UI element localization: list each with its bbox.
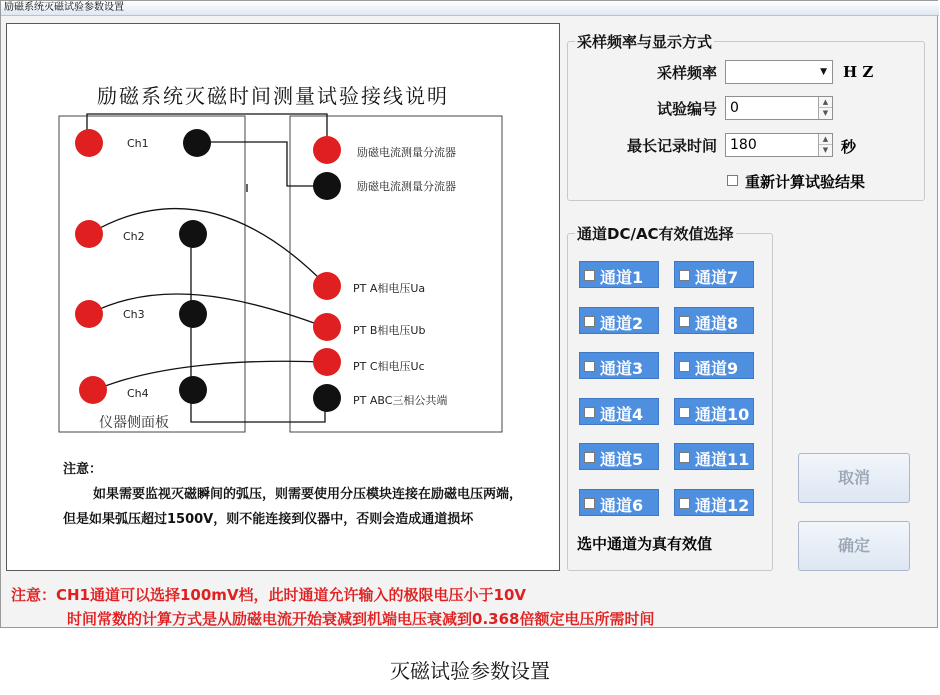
channel-5-toggle[interactable]: 通道5 — [579, 443, 659, 470]
ch3-label: Ch3 — [123, 308, 145, 321]
channel-10-checkbox[interactable] — [679, 407, 690, 418]
channel-2-toggle[interactable]: 通道2 — [579, 307, 659, 334]
channel-1-toggle[interactable]: 通道1 — [579, 261, 659, 288]
max-record-time-stepper[interactable] — [725, 133, 833, 157]
ch4-red-terminal — [79, 376, 107, 404]
ch1-black-terminal — [183, 129, 211, 157]
channel-9-checkbox[interactable] — [679, 361, 690, 372]
channel-3-checkbox[interactable] — [584, 361, 595, 372]
channel-7-toggle[interactable]: 通道7 — [674, 261, 754, 288]
channel-4-checkbox[interactable] — [584, 407, 595, 418]
test-number-spin[interactable] — [818, 97, 832, 119]
wire-ch2 — [89, 209, 327, 286]
chevron-down-icon: ▼ — [820, 67, 827, 77]
sampling-freq-label: 采样频率 — [656, 64, 717, 82]
ch3-black-terminal — [179, 300, 207, 328]
channel-6-toggle[interactable]: 通道6 — [579, 489, 659, 516]
ch2-red-terminal — [75, 220, 103, 248]
channel-6-checkbox[interactable] — [584, 498, 595, 509]
channel-11-toggle[interactable]: 通道11 — [674, 443, 754, 470]
terminal-label-pt-b: PT B相电压Ub — [353, 324, 426, 337]
diagram-title: 励磁系统灭磁时间测量试验接线说明 — [97, 84, 449, 108]
max-record-time-label: 最长记录时间 — [626, 137, 717, 155]
test-number-stepper[interactable] — [725, 96, 833, 120]
max-record-time-spin[interactable] — [818, 134, 832, 156]
ch4-label: Ch4 — [127, 387, 149, 400]
terminal-label-shunt-1: 励磁电流测量分流器 — [357, 146, 456, 159]
test-number-label: 试验编号 — [656, 100, 717, 118]
spin-down-icon[interactable]: ▼ — [822, 146, 829, 154]
channel-5-checkbox[interactable] — [584, 452, 595, 463]
channel-footer-note: 选中通道为真有效值 — [577, 535, 713, 553]
diagram-note-body: 如果需要监视灭磁瞬间的弧压，则需要使用分压模块连接在励磁电压两端，但是如果弧压超过1500V，则不能连接到仪器中，否则会造成通道损坏 — [63, 487, 523, 527]
terminal-label-pt-c: PT C相电压Uc — [353, 360, 425, 373]
ch1-label: Ch1 — [127, 137, 149, 150]
note-line-2: 时间常数的计算方式是从励磁电流开始衰减到机端电压衰减到0.368倍额定电压所需时间 — [67, 610, 655, 628]
channel-3-toggle[interactable]: 通道3 — [579, 352, 659, 379]
pt-a-terminal — [313, 272, 341, 300]
channel-legend: 通道DC/AC有效值选择 — [577, 225, 734, 243]
max-record-time-unit: 秒 — [841, 138, 857, 156]
channel-4-toggle[interactable]: 通道4 — [579, 398, 659, 425]
ch4-black-terminal — [179, 376, 207, 404]
pt-b-terminal — [313, 313, 341, 341]
recalc-checkbox[interactable] — [727, 175, 738, 186]
sampling-freq-unit: H Z — [843, 63, 874, 81]
diagram-note-heading: 注意： — [63, 462, 103, 477]
channel-9-toggle[interactable]: 通道9 — [674, 352, 754, 379]
channel-10-toggle[interactable]: 通道10 — [674, 398, 754, 425]
sampling-legend: 采样频率与显示方式 — [577, 33, 713, 51]
terminal-label-shunt-2: 励磁电流测量分流器 — [357, 180, 456, 193]
terminal-label-pt-common: PT ABC三相公共端 — [353, 394, 448, 407]
channel-12-checkbox[interactable] — [679, 498, 690, 509]
pt-common-terminal — [313, 384, 341, 412]
note-line-1: 注意：CH1通道可以选择100mV档，此时通道允许输入的极限电压小于10V — [11, 586, 527, 604]
channel-12-toggle[interactable]: 通道12 — [674, 489, 754, 516]
recalc-label: 重新计算试验结果 — [745, 173, 866, 191]
max-record-time-value: 180 — [730, 137, 757, 153]
terminal-label-pt-a: PT A相电压Ua — [353, 282, 426, 295]
channel-11-checkbox[interactable] — [679, 452, 690, 463]
instrument-panel-label: 仪器侧面板 — [99, 415, 169, 431]
ch2-label: Ch2 — [123, 230, 145, 243]
ok-button[interactable]: 确定 — [798, 521, 910, 571]
shunt-black-terminal — [313, 172, 341, 200]
figure-caption: 灭磁试验参数设置 — [390, 659, 550, 683]
ch2-black-terminal — [179, 220, 207, 248]
title-bar[interactable] — [1, 1, 939, 16]
ch1-red-terminal — [75, 129, 103, 157]
test-number-value: 0 — [730, 100, 739, 116]
ch3-red-terminal — [75, 300, 103, 328]
spin-down-icon[interactable]: ▼ — [822, 109, 829, 117]
channel-2-checkbox[interactable] — [584, 316, 595, 327]
wire-ch1-black — [197, 142, 327, 186]
shunt-red-terminal — [313, 136, 341, 164]
spin-up-icon[interactable]: ▲ — [819, 134, 832, 145]
channel-8-toggle[interactable]: 通道8 — [674, 307, 754, 334]
spin-up-icon[interactable]: ▲ — [819, 97, 832, 108]
wire-common — [191, 234, 325, 422]
channel-8-checkbox[interactable] — [679, 316, 690, 327]
cancel-button[interactable]: 取消 — [798, 453, 910, 503]
pt-c-terminal — [313, 348, 341, 376]
channel-1-checkbox[interactable] — [584, 270, 595, 281]
wiring-diagram-panel — [6, 23, 560, 571]
window-title: 励磁系统灭磁试验参数设置 — [4, 2, 124, 13]
sampling-freq-select[interactable] — [725, 60, 833, 84]
channel-7-checkbox[interactable] — [679, 270, 690, 281]
